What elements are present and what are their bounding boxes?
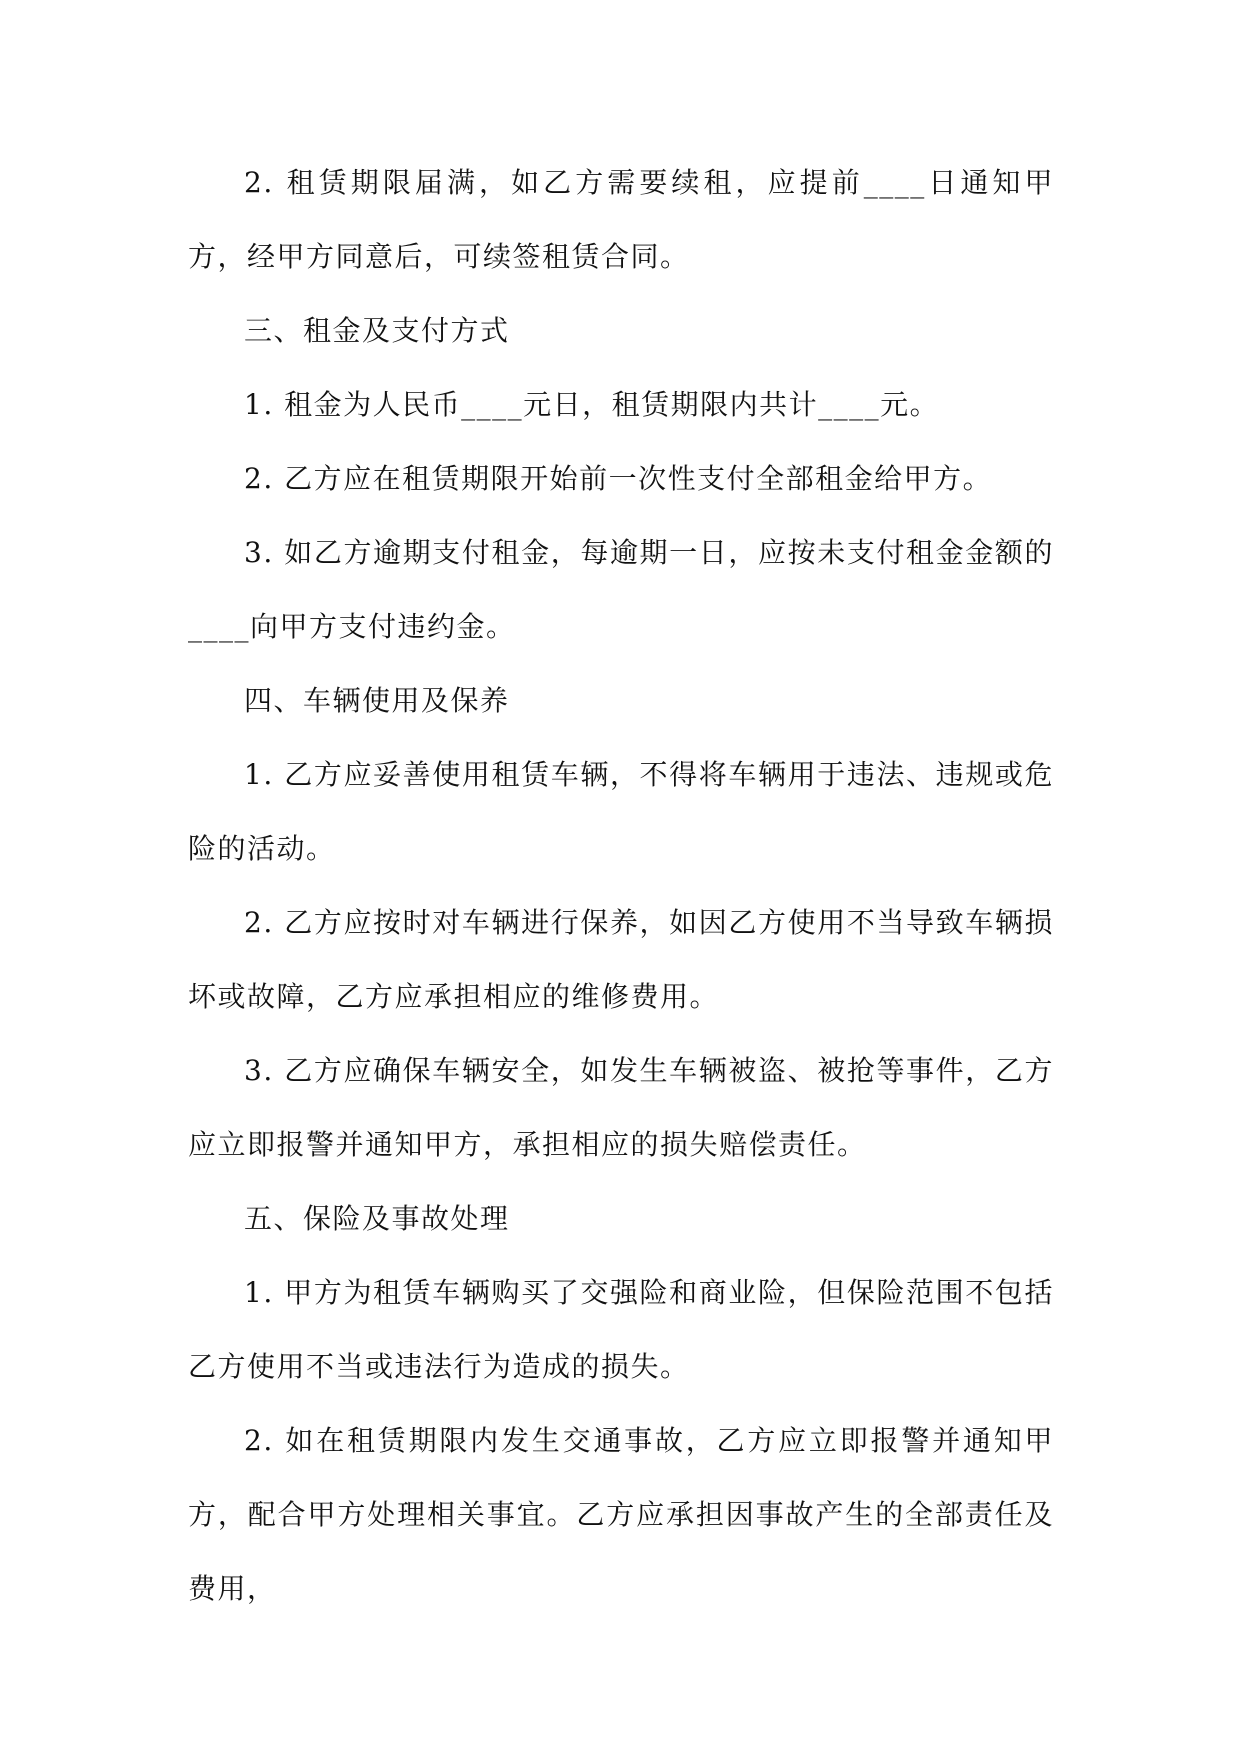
section-heading-insurance: 五、保险及事故处理 [244,1202,510,1235]
paragraph-proper-use: 1. 乙方应妥善使用租赁车辆，不得将车辆用于违法、违规或危险的活动。 [188,758,1054,865]
section-heading-rent-payment: 三、租金及支付方式 [244,314,510,347]
paragraph-late-payment: 3. 如乙方逾期支付租金，每逾期一日，应按未支付租金金额的____向甲方支付违约金。 [188,536,1054,643]
paragraph-vehicle-safety: 3. 乙方应确保车辆安全，如发生车辆被盗、被抢等事件，乙方应立即报警并通知甲方，承担相应的损失赔偿责任。 [188,1054,1054,1161]
paragraph-insurance-coverage: 1. 甲方为租赁车辆购买了交强险和商业险，但保险范围不包括乙方使用不当或违法行为造成的损失。 [188,1276,1054,1383]
section-heading-vehicle-use: 四、车辆使用及保养 [244,684,510,717]
paragraph-renewal-notice: 2. 租赁期限届满，如乙方需要续租，应提前____日通知甲方，经甲方同意后，可续签租赁合同。 [188,166,1054,273]
paragraph-maintenance: 2. 乙方应按时对车辆进行保养，如因乙方使用不当导致车辆损坏或故障，乙方应承担相应的维修费用。 [188,906,1054,1013]
paragraph-rent-prepayment: 2. 乙方应在租赁期限开始前一次性支付全部租金给甲方。 [244,462,993,495]
document-body [188,146,1054,1626]
paragraph-accident-handling: 2. 如在租赁期限内发生交通事故，乙方应立即报警并通知甲方，配合甲方处理相关事宜。乙方应承担因事故产生的全部责任及费用， [188,1424,1054,1605]
paragraph-rent-amount: 1. 租金为人民币____元日，租赁期限内共计____元。 [244,388,940,421]
